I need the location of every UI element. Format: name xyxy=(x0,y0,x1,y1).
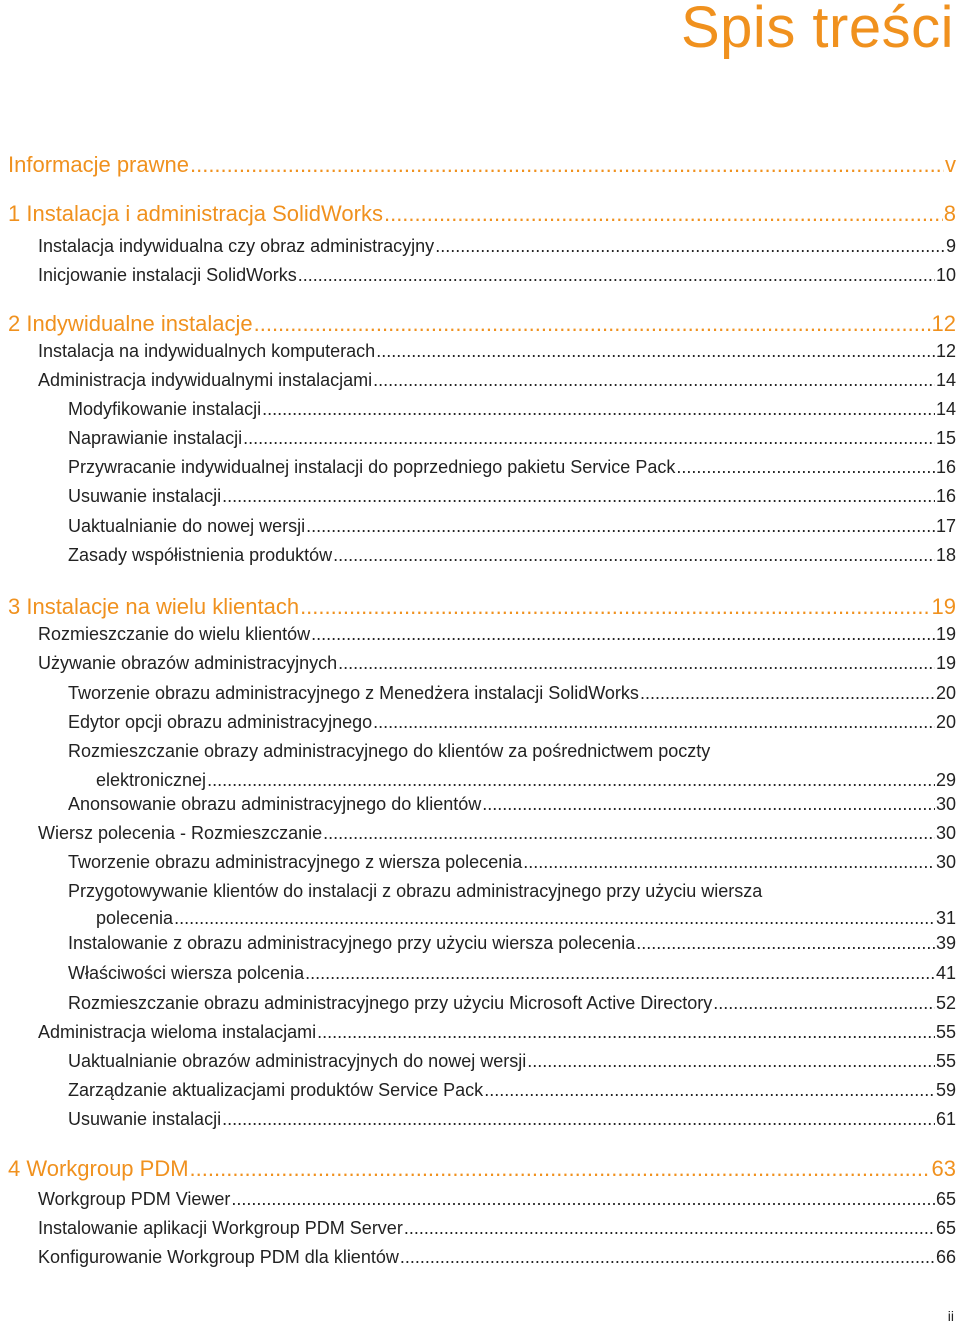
leader-dots xyxy=(636,933,935,954)
toc-page-number[interactable]: 17 xyxy=(935,516,956,536)
leader-dots xyxy=(305,963,935,984)
toc-page-number[interactable]: 30 xyxy=(935,823,956,843)
toc-entry-label[interactable]: Rozmieszczanie obrazu administracyjnego przy użyciu Microsoft Active Directory xyxy=(68,993,713,1013)
toc-entry-label[interactable]: 4 Workgroup PDM xyxy=(8,1156,189,1181)
toc-page-number[interactable]: 14 xyxy=(935,399,956,419)
toc-entry-label[interactable]: Rozmieszczanie obrazy administracyjnego do klientów za pośrednictwem poczty xyxy=(68,741,711,761)
toc-entry[interactable] xyxy=(68,1051,956,1072)
toc-page-number[interactable]: 55 xyxy=(935,1022,956,1042)
toc-entry[interactable] xyxy=(38,624,956,645)
toc-entry[interactable] xyxy=(38,341,956,362)
toc-entry-label[interactable]: polecenia xyxy=(96,908,174,928)
leader-dots xyxy=(190,1156,931,1182)
toc-entry[interactable] xyxy=(68,399,956,420)
toc-page-number[interactable]: 15 xyxy=(935,428,956,448)
toc-page-number[interactable]: 65 xyxy=(935,1218,956,1238)
toc-entry-label[interactable]: Tworzenie obrazu administracyjnego z Menedżera instalacji SolidWorks xyxy=(68,683,639,703)
leader-dots xyxy=(222,1109,935,1130)
toc-entry[interactable] xyxy=(68,794,956,815)
leader-dots xyxy=(190,152,944,178)
toc-entry-label[interactable]: Naprawianie instalacji xyxy=(68,428,243,448)
leader-dots xyxy=(640,683,935,704)
toc-page-number[interactable]: 63 xyxy=(931,1156,956,1181)
leader-dots xyxy=(384,201,943,227)
page-number: ii xyxy=(947,1308,954,1324)
toc-entry-label[interactable]: Usuwanie instalacji xyxy=(68,1109,222,1129)
toc-page-number[interactable]: 20 xyxy=(935,712,956,732)
toc-entry-label[interactable]: Workgroup PDM Viewer xyxy=(38,1189,231,1209)
leader-dots xyxy=(311,624,935,645)
toc-entry-label[interactable]: elektronicznej xyxy=(96,770,207,790)
toc-entry[interactable] xyxy=(38,265,956,286)
leader-dots xyxy=(676,457,935,478)
leader-dots xyxy=(298,265,935,286)
toc-page-number[interactable]: 31 xyxy=(935,908,956,928)
leader-dots xyxy=(373,712,935,733)
toc-entry-label[interactable]: Uaktualnianie obrazów administracyjnych do nowej wersji xyxy=(68,1051,527,1071)
toc-page-number[interactable]: 16 xyxy=(935,486,956,506)
toc-page-number[interactable]: 10 xyxy=(935,265,956,285)
toc-entry-label[interactable]: Wiersz polecenia - Rozmieszczanie xyxy=(38,823,323,843)
toc-page-number[interactable]: 55 xyxy=(935,1051,956,1071)
leader-dots xyxy=(527,1051,935,1072)
leader-dots xyxy=(400,1247,935,1268)
toc-page-number[interactable]: 12 xyxy=(931,311,956,336)
toc-page-number[interactable]: 30 xyxy=(935,852,956,872)
toc-entry-label[interactable]: Administracja wieloma instalacjami xyxy=(38,1022,317,1042)
toc-entry-label[interactable]: Przygotowywanie klientów do instalacji z obrazu administracyjnego przy użyciu wiersza xyxy=(68,881,763,901)
leader-dots xyxy=(338,653,935,674)
toc-entry[interactable] xyxy=(38,1247,956,1268)
toc-page-number[interactable]: 30 xyxy=(935,794,956,814)
leader-dots xyxy=(300,594,930,620)
leader-dots xyxy=(482,794,935,815)
toc-entry[interactable] xyxy=(8,1156,956,1182)
leader-dots xyxy=(207,770,935,791)
toc-page-number[interactable]: 52 xyxy=(935,993,956,1013)
toc-entry-label[interactable]: 1 Instalacja i administracja SolidWorks xyxy=(8,201,383,226)
toc-entry[interactable] xyxy=(68,428,956,449)
toc-entry-label[interactable]: Konfigurowanie Workgroup PDM dla klientów xyxy=(38,1247,399,1267)
toc-entry-label[interactable]: Administracja indywidualnymi instalacjami xyxy=(38,370,373,390)
toc-entry[interactable] xyxy=(68,457,956,478)
leader-dots xyxy=(222,486,935,507)
toc-page-number[interactable]: v xyxy=(945,152,956,177)
toc-page-number[interactable]: 19 xyxy=(935,624,956,644)
toc-entry[interactable] xyxy=(68,933,956,954)
toc-page-number[interactable]: 12 xyxy=(935,341,956,361)
toc-page-number[interactable]: 19 xyxy=(931,594,956,619)
toc-page-number[interactable]: 18 xyxy=(935,545,956,565)
toc-entry[interactable] xyxy=(38,1189,956,1210)
leader-dots xyxy=(713,993,935,1014)
toc-entry[interactable] xyxy=(68,993,956,1014)
toc-entry[interactable] xyxy=(38,370,956,391)
toc-page-number[interactable]: 59 xyxy=(935,1080,956,1100)
toc-entry[interactable] xyxy=(96,908,956,929)
toc-entry-label[interactable]: Właściwości wiersza polcenia xyxy=(68,963,305,983)
toc-entry-label[interactable]: Instalowanie z obrazu administracyjnego przy użyciu wiersza polecenia xyxy=(68,933,636,953)
leader-dots xyxy=(435,236,945,257)
leader-dots xyxy=(317,1022,935,1043)
toc-entry[interactable] xyxy=(38,236,956,257)
toc-entry-label[interactable]: 3 Instalacje na wielu klientach xyxy=(8,594,300,619)
toc-page-number[interactable]: 9 xyxy=(945,236,956,256)
leader-dots xyxy=(373,370,935,391)
toc-entry[interactable] xyxy=(68,712,956,733)
toc-entry-label[interactable]: Instalacja na indywidualnych komputerach xyxy=(38,341,376,361)
page-title: Spis treści xyxy=(680,0,954,60)
toc-page-number[interactable]: 20 xyxy=(935,683,956,703)
leader-dots xyxy=(231,1189,935,1210)
toc-page-number[interactable]: 29 xyxy=(935,770,956,790)
leader-dots xyxy=(323,823,935,844)
toc-entry-label[interactable]: Usuwanie instalacji xyxy=(68,486,222,506)
leader-dots xyxy=(484,1080,935,1101)
toc-entry-label[interactable]: Uaktualnianie do nowej wersji xyxy=(68,516,306,536)
leader-dots xyxy=(376,341,935,362)
toc-entry-label[interactable]: Inicjowanie instalacji SolidWorks xyxy=(38,265,297,285)
leader-dots xyxy=(262,399,935,420)
leader-dots xyxy=(174,908,935,929)
toc-entry[interactable] xyxy=(68,1109,956,1130)
leader-dots xyxy=(254,311,931,337)
toc-entry-label[interactable]: 2 Indywidualne instalacje xyxy=(8,311,253,336)
toc-entry[interactable] xyxy=(96,770,956,791)
toc-entry[interactable] xyxy=(8,152,956,178)
leader-dots xyxy=(306,516,935,537)
toc-entry[interactable] xyxy=(38,1218,956,1239)
toc-entry[interactable] xyxy=(68,683,956,704)
toc-page-number[interactable]: 39 xyxy=(935,933,956,953)
leader-dots xyxy=(523,852,935,873)
toc-entry-label[interactable]: Anonsowanie obrazu administracyjnego do klientów xyxy=(68,794,482,814)
toc-entry-label[interactable]: Modyfikowanie instalacji xyxy=(68,399,262,419)
toc-entry[interactable] xyxy=(8,201,956,227)
toc-entry[interactable] xyxy=(68,1080,956,1101)
leader-dots xyxy=(333,545,935,566)
toc-entry-label[interactable]: Używanie obrazów administracyjnych xyxy=(38,653,338,673)
leader-dots xyxy=(243,428,935,449)
toc-entry-label[interactable]: Informacje prawne xyxy=(8,152,189,177)
toc-page-number[interactable]: 66 xyxy=(935,1247,956,1267)
toc-page-number[interactable]: 8 xyxy=(943,201,956,226)
toc-entry-label[interactable]: Instalacja indywidualna czy obraz administracyjny xyxy=(38,236,435,256)
leader-dots xyxy=(404,1218,935,1239)
toc-entry-label[interactable]: Tworzenie obrazu administracyjnego z wiersza polecenia xyxy=(68,852,523,872)
toc-entry[interactable] xyxy=(68,963,956,984)
toc-entry[interactable] xyxy=(68,545,956,566)
toc-entry-label[interactable]: Zasady współistnienia produktów xyxy=(68,545,333,565)
toc-entry[interactable] xyxy=(38,1022,956,1043)
toc-entry-label[interactable]: Edytor opcji obrazu administracyjnego xyxy=(68,712,373,732)
toc-page-number[interactable]: 14 xyxy=(935,370,956,390)
toc-entry-label[interactable]: Przywracanie indywidualnej instalacji do poprzedniego pakietu Service Pack xyxy=(68,457,676,477)
toc-entry[interactable] xyxy=(68,486,956,507)
toc-entry[interactable] xyxy=(38,653,956,674)
toc-entry[interactable] xyxy=(68,852,956,873)
toc-page-number[interactable]: 16 xyxy=(935,457,956,477)
toc-entry[interactable] xyxy=(68,516,956,537)
toc-entry-label[interactable]: Instalowanie aplikacji Workgroup PDM Server xyxy=(38,1218,403,1238)
toc-entry[interactable] xyxy=(8,311,956,337)
toc-page-number[interactable]: 61 xyxy=(935,1109,956,1129)
toc-entry-label[interactable]: Zarządzanie aktualizacjami produktów Service Pack xyxy=(68,1080,484,1100)
toc-entry[interactable] xyxy=(38,823,956,844)
toc-page-number[interactable]: 65 xyxy=(935,1189,956,1209)
toc-page-number[interactable]: 19 xyxy=(935,653,956,673)
toc-page-number[interactable]: 41 xyxy=(935,963,956,983)
toc-entry-label[interactable]: Rozmieszczanie do wielu klientów xyxy=(38,624,311,644)
toc-entry[interactable] xyxy=(8,594,956,620)
